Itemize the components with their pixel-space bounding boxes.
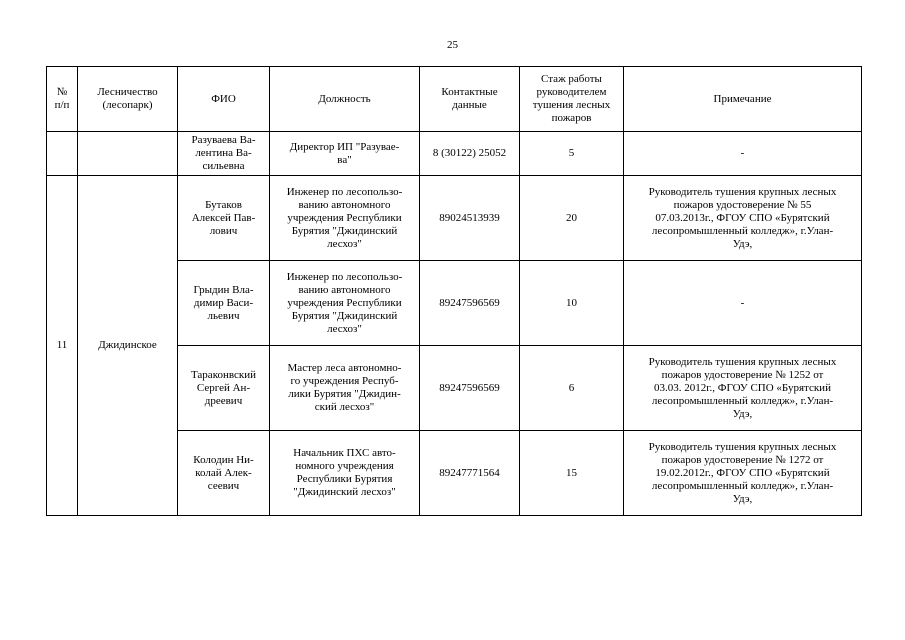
header-number-text: № п/п xyxy=(54,86,70,111)
cell-fio: Бутаков Алексей Пав- лович xyxy=(178,176,270,261)
cell-fio: Колодин Ни- колай Алек- сеевич xyxy=(178,431,270,516)
header-experience-text: Стаж работы руководителем тушения лесных пожаров xyxy=(532,73,611,124)
header-contacts-text: Контактные данные xyxy=(441,86,498,111)
fire-managers-table xyxy=(46,66,862,516)
table-header-row xyxy=(47,67,862,132)
table-row xyxy=(47,176,862,261)
page-number: 25 xyxy=(447,39,458,51)
header-fio-text: ФИО xyxy=(211,92,236,105)
cell-contacts: 89024513939 xyxy=(420,176,520,261)
cell-experience: 6 xyxy=(520,346,624,431)
cell-group-forestry: Джидинское xyxy=(78,176,178,516)
cell-note: Руководитель тушения крупных лесных пожаров удостоверение № 1252 от 03.03. 2012г., ФГОУ СПО «Бурятский лесопромышленный колледж», г.Улан- Удэ, xyxy=(624,346,862,431)
cell-experience: 10 xyxy=(520,261,624,346)
cell-note: Руководитель тушения крупных лесных пожаров удостоверение № 1272 от 19.02.2012г., ФГОУ СПО «Бурятский лесопромышленный колледж», г.Улан- Удэ, xyxy=(624,431,862,516)
cell-number xyxy=(47,132,78,176)
header-experience xyxy=(520,67,624,132)
cell-contacts: 8 (30122) 25052 xyxy=(420,132,520,176)
cell-fio: Разуваева Ва- лентина Ва- сильевна xyxy=(178,132,270,176)
cell-position: Инженер по лесопользо- ванию автономного учреждения Республики Бурятия "Джидинский лесхоз" xyxy=(270,261,420,346)
cell-contacts: 89247596569 xyxy=(420,261,520,346)
cell-group-number: 11 xyxy=(47,176,78,516)
cell-position: Начальник ПХС авто- номного учреждения Республики Бурятия "Джидинский лесхоз" xyxy=(270,431,420,516)
header-forestry-text: Лесничество (лесопарк) xyxy=(97,86,158,111)
cell-position: Директор ИП "Разувае- ва" xyxy=(270,132,420,176)
cell-experience: 20 xyxy=(520,176,624,261)
header-note-text: Примечание xyxy=(713,92,772,105)
cell-experience: 15 xyxy=(520,431,624,516)
cell-contacts: 89247596569 xyxy=(420,346,520,431)
cell-fio: Тараконвский Сергей Ан- дреевич xyxy=(178,346,270,431)
header-forestry xyxy=(78,67,178,132)
cell-contacts: 89247771564 xyxy=(420,431,520,516)
cell-fio: Грыдин Вла- димир Васи- льевич xyxy=(178,261,270,346)
header-contacts xyxy=(420,67,520,132)
header-position xyxy=(270,67,420,132)
header-position-text: Должность xyxy=(318,92,371,105)
header-note xyxy=(624,67,862,132)
table-row xyxy=(47,132,862,176)
cell-note: - xyxy=(624,132,862,176)
header-number xyxy=(47,67,78,132)
cell-note: - xyxy=(624,261,862,346)
cell-position: Мастер леса автономно- го учреждения Респуб- лики Бурятия "Джидин- ский лесхоз" xyxy=(270,346,420,431)
cell-note: Руководитель тушения крупных лесных пожаров удостоверение № 55 07.03.2013г., ФГОУ СПО «Бурятский лесопромышленный колледж», г.Улан- Удэ, xyxy=(624,176,862,261)
cell-experience: 5 xyxy=(520,132,624,176)
header-fio xyxy=(178,67,270,132)
cell-position: Инженер по лесопользо- ванию автономного учреждения Республики Бурятия "Джидинский лесхоз" xyxy=(270,176,420,261)
cell-forestry xyxy=(78,132,178,176)
